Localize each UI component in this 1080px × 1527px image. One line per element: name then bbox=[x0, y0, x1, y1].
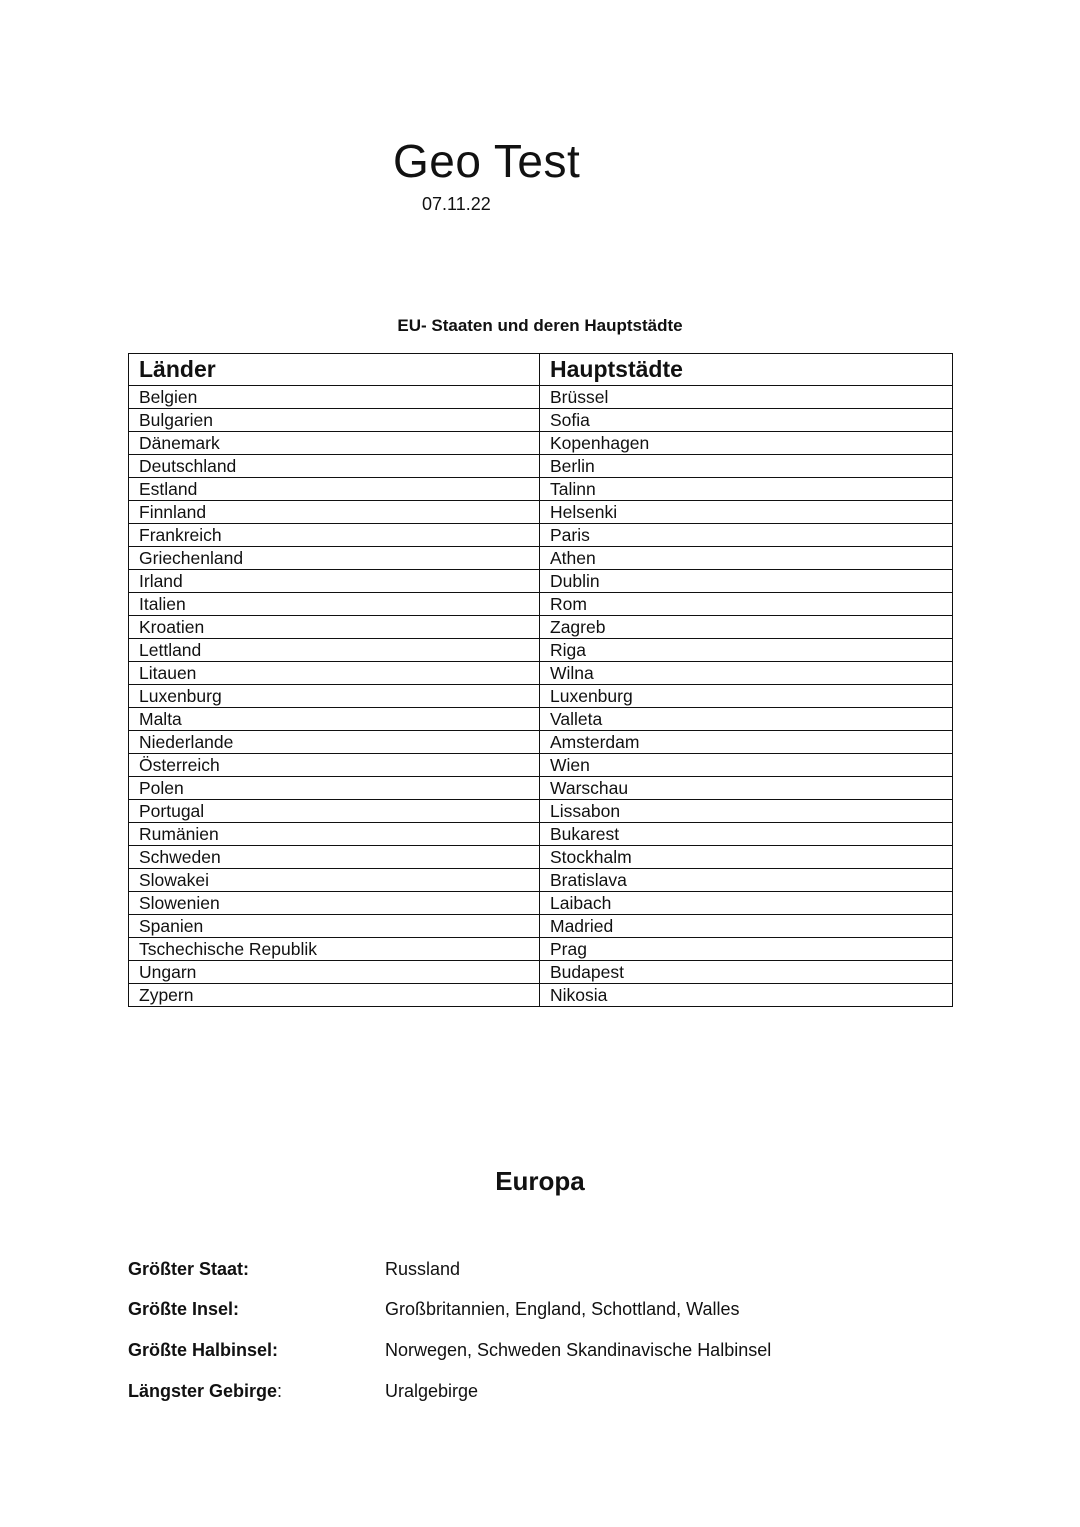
table-row bbox=[129, 639, 953, 662]
capital-cell: Sofia bbox=[540, 409, 953, 432]
capital-cell: Warschau bbox=[540, 777, 953, 800]
country-cell: Luxenburg bbox=[129, 685, 540, 708]
capital-cell: Stockhalm bbox=[540, 846, 953, 869]
country-cell: Polen bbox=[129, 777, 540, 800]
table-caption: EU- Staaten und deren Hauptstädte bbox=[397, 316, 683, 335]
capital-cell: Athen bbox=[540, 547, 953, 570]
capital-cell: Budapest bbox=[540, 961, 953, 984]
table-row bbox=[129, 478, 953, 501]
table-row bbox=[129, 432, 953, 455]
fact-label: Größter Staat: bbox=[128, 1259, 250, 1279]
table-row bbox=[129, 800, 953, 823]
table-row bbox=[129, 892, 953, 915]
column-header-countries: Länder bbox=[129, 354, 540, 386]
europa-heading: Europa bbox=[495, 1166, 585, 1196]
capital-cell: Rom bbox=[540, 593, 953, 616]
fact-largest-state bbox=[128, 1256, 948, 1282]
test-date: 07.11.22 bbox=[422, 194, 491, 214]
table-row bbox=[129, 455, 953, 478]
country-cell: Niederlande bbox=[129, 731, 540, 754]
table-row bbox=[129, 915, 953, 938]
table-row bbox=[129, 570, 953, 593]
country-cell: Tschechische Republik bbox=[129, 938, 540, 961]
fact-label-colon: : bbox=[277, 1381, 283, 1401]
country-cell: Italien bbox=[129, 593, 540, 616]
country-cell: Dänemark bbox=[129, 432, 540, 455]
capital-cell: Amsterdam bbox=[540, 731, 953, 754]
country-cell: Lettland bbox=[129, 639, 540, 662]
table-row bbox=[129, 662, 953, 685]
country-cell: Ungarn bbox=[129, 961, 540, 984]
country-cell: Belgien bbox=[129, 386, 540, 409]
capital-cell: Nikosia bbox=[540, 984, 953, 1007]
table-row bbox=[129, 409, 953, 432]
capital-cell: Valleta bbox=[540, 708, 953, 731]
capital-cell: Luxenburg bbox=[540, 685, 953, 708]
country-cell: Deutschland bbox=[129, 455, 540, 478]
fact-largest-peninsula bbox=[128, 1337, 948, 1363]
table-row bbox=[129, 524, 953, 547]
fact-value: Norwegen, Schweden Skandinavische Halbinsel bbox=[385, 1340, 772, 1360]
fact-value: Russland bbox=[385, 1259, 461, 1279]
capital-cell: Paris bbox=[540, 524, 953, 547]
table-row bbox=[129, 823, 953, 846]
capital-cell: Brüssel bbox=[540, 386, 953, 409]
table-row bbox=[129, 708, 953, 731]
fact-longest-mountains bbox=[128, 1378, 948, 1404]
country-cell: Slowenien bbox=[129, 892, 540, 915]
table-row bbox=[129, 984, 953, 1007]
country-cell: Malta bbox=[129, 708, 540, 731]
table-row bbox=[129, 616, 953, 639]
capital-cell: Kopenhagen bbox=[540, 432, 953, 455]
capital-cell: Bratislava bbox=[540, 869, 953, 892]
country-cell: Schweden bbox=[129, 846, 540, 869]
country-cell: Rumänien bbox=[129, 823, 540, 846]
fact-label: Längster Gebirge bbox=[128, 1381, 278, 1401]
country-cell: Litauen bbox=[129, 662, 540, 685]
fact-value: Uralgebirge bbox=[385, 1381, 479, 1401]
capital-cell: Dublin bbox=[540, 570, 953, 593]
table-row bbox=[129, 777, 953, 800]
table-row bbox=[129, 547, 953, 570]
table-header-row bbox=[129, 354, 953, 386]
fact-label: Größte Halbinsel: bbox=[128, 1340, 279, 1360]
table-row bbox=[129, 938, 953, 961]
table-row bbox=[129, 685, 953, 708]
country-cell: Griechenland bbox=[129, 547, 540, 570]
country-cell: Kroatien bbox=[129, 616, 540, 639]
country-cell: Spanien bbox=[129, 915, 540, 938]
capital-cell: Madried bbox=[540, 915, 953, 938]
table-row bbox=[129, 961, 953, 984]
capital-cell: Riga bbox=[540, 639, 953, 662]
capital-cell: Lissabon bbox=[540, 800, 953, 823]
capital-cell: Wilna bbox=[540, 662, 953, 685]
country-cell: Bulgarien bbox=[129, 409, 540, 432]
table-row bbox=[129, 593, 953, 616]
capital-cell: Talinn bbox=[540, 478, 953, 501]
table-row bbox=[129, 386, 953, 409]
table-row bbox=[129, 754, 953, 777]
fact-label: Größte Insel: bbox=[128, 1299, 240, 1319]
capital-cell: Prag bbox=[540, 938, 953, 961]
capital-cell: Zagreb bbox=[540, 616, 953, 639]
country-cell: Irland bbox=[129, 570, 540, 593]
country-cell: Zypern bbox=[129, 984, 540, 1007]
eu-capitals-table bbox=[128, 353, 953, 1007]
page-title: Geo Test bbox=[393, 135, 581, 187]
capital-cell: Berlin bbox=[540, 455, 953, 478]
country-cell: Slowakei bbox=[129, 869, 540, 892]
table-row bbox=[129, 501, 953, 524]
column-header-capitals: Hauptstädte bbox=[540, 354, 953, 386]
country-cell: Frankreich bbox=[129, 524, 540, 547]
table-row bbox=[129, 846, 953, 869]
country-cell: Estland bbox=[129, 478, 540, 501]
country-cell: Österreich bbox=[129, 754, 540, 777]
capital-cell: Helsenki bbox=[540, 501, 953, 524]
table-row bbox=[129, 731, 953, 754]
country-cell: Finnland bbox=[129, 501, 540, 524]
table-row bbox=[129, 869, 953, 892]
capital-cell: Laibach bbox=[540, 892, 953, 915]
capital-cell: Bukarest bbox=[540, 823, 953, 846]
capital-cell: Wien bbox=[540, 754, 953, 777]
country-cell: Portugal bbox=[129, 800, 540, 823]
fact-label-wrap bbox=[128, 1378, 282, 1404]
fact-value: Großbritannien, England, Schottland, Walles bbox=[385, 1299, 740, 1319]
fact-largest-island bbox=[128, 1296, 948, 1322]
